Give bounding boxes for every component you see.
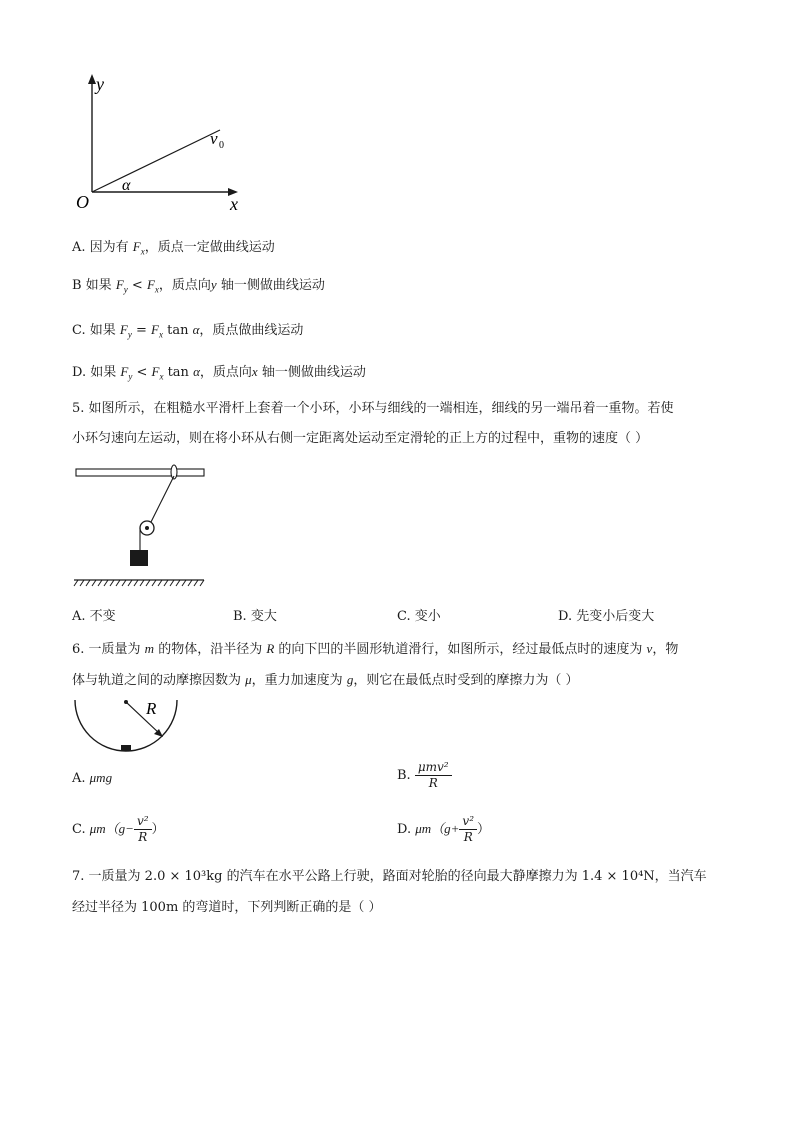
option-label: A. 因为有: [72, 240, 133, 255]
q5-stem-line1: 5. 如图所示，在粗糙水平滑杆上套着一个小环，小环与细线的一端相连，细线的另一端吊着一重物。若使: [72, 401, 674, 416]
force-symbol: F: [151, 322, 159, 337]
force-symbol: F: [132, 239, 141, 254]
option-text: 轴一侧做曲线运动: [257, 365, 366, 380]
operator: <: [127, 278, 147, 293]
option-text: ，质点向: [199, 365, 252, 380]
stem-text: ，物: [652, 642, 679, 657]
option-label: B.: [397, 768, 415, 783]
mass-symbol: m: [144, 641, 155, 656]
q7-stem-line1: 7. 一质量为 2.0 × 10³kg 的汽车在水平公路上行驶，路面对轮胎的径向最大静摩擦力为 1.4 × 10⁴N，当汽车: [72, 869, 707, 884]
slide-rod: [76, 469, 204, 476]
stem-text: ，重力加速度为: [251, 673, 347, 688]
force-subscript: x: [140, 246, 145, 257]
angle-symbol: α: [193, 364, 200, 379]
option-label: D.: [397, 822, 416, 837]
force-subscript: x: [158, 329, 163, 340]
velocity-label: v: [210, 129, 218, 148]
stem-text: 的向下凹的半圆形轨道滑行，如图所示，经过最低点时的速度为: [274, 642, 647, 657]
semicircle-track: [75, 700, 177, 751]
option-text: ，质点做曲线运动: [199, 323, 304, 338]
option-label: C. 如果: [72, 323, 120, 338]
stem-text: 体与轨道之间的动摩擦因数为: [72, 673, 246, 688]
pulley-figure: [70, 462, 210, 592]
q6-option-c[interactable]: [72, 814, 165, 845]
force-symbol: F: [115, 277, 124, 292]
x-axis-label: x: [230, 194, 238, 214]
operator: =: [131, 323, 152, 338]
q5-option-b[interactable]: B. 变大: [233, 609, 277, 624]
operator: <: [132, 365, 152, 380]
option-fraction: [415, 760, 452, 791]
q6-stem-line1: [72, 640, 678, 659]
option-label: A.: [72, 771, 90, 786]
force-subscript: y: [123, 284, 128, 295]
force-symbol: F: [120, 364, 129, 379]
axis-symbol: x: [251, 364, 258, 379]
q5-option-c[interactable]: C. 变小: [397, 609, 441, 624]
force-symbol: F: [151, 364, 160, 379]
pulley-axle: [145, 526, 149, 530]
q6-option-a[interactable]: [72, 769, 112, 788]
fraction-numerator: v²: [459, 814, 477, 830]
q4-option-c[interactable]: [72, 321, 303, 344]
y-axis-arrow: [88, 74, 96, 84]
q4-option-b[interactable]: [72, 276, 325, 299]
radius-symbol: R: [266, 641, 275, 656]
option-label: C.: [72, 822, 90, 837]
fraction-numerator: v²: [134, 814, 152, 830]
option-label: B 如果: [72, 278, 116, 293]
angle-label: α: [122, 177, 131, 194]
stem-text: 6. 一质量为: [72, 642, 145, 657]
stem-text: ，则它在最低点时受到的摩擦力为（ ）: [353, 673, 579, 688]
force-symbol: F: [146, 277, 155, 292]
option-formula: ）: [477, 822, 491, 837]
sliding-block: [121, 745, 131, 751]
velocity-axes-figure: [70, 70, 260, 220]
fraction-denominator: R: [138, 830, 148, 844]
ground-hatching: [74, 580, 204, 586]
q6-stem-line2: [72, 671, 578, 690]
option-formula: μmg: [89, 770, 113, 785]
option-fraction: [459, 814, 477, 845]
q4-option-d[interactable]: [72, 363, 366, 386]
option-text: ，质点向: [158, 278, 211, 293]
q5-stem-line2: 小环匀速向左运动，则在将小环从右侧一定距离处运动至定滑轮的正上方的过程中，重物的速度（ ）: [72, 431, 649, 446]
origin-label: O: [76, 192, 89, 212]
tan-function: tan: [163, 365, 194, 380]
option-formula: ）: [151, 822, 165, 837]
speed-symbol: v: [646, 641, 653, 656]
tan-function: tan: [162, 323, 193, 338]
force-subscript: x: [159, 371, 164, 382]
axis-symbol: y: [210, 277, 217, 292]
friction-coefficient-symbol: μ: [245, 672, 252, 687]
force-subscript: y: [128, 371, 133, 382]
fraction-denominator: R: [463, 830, 473, 844]
angle-symbol: α: [192, 322, 200, 337]
fraction-denominator: R: [428, 776, 438, 790]
q5-option-d[interactable]: D. 先变小后变大: [558, 609, 655, 624]
stem-text: 的物体，沿半径为: [154, 642, 267, 657]
option-text: 轴一侧做曲线运动: [216, 278, 325, 293]
inclined-string: [150, 476, 174, 524]
q4-option-a[interactable]: [72, 238, 275, 261]
q7-stem-line2: 经过半径为 100m 的弯道时，下列判断正确的是（ ）: [72, 900, 382, 915]
option-formula: μm（g+: [415, 821, 460, 836]
gravity-symbol: g: [346, 672, 354, 687]
force-symbol: F: [119, 322, 128, 337]
semicircle-track-figure: [70, 696, 182, 756]
velocity-subscript: 0: [219, 140, 224, 151]
option-formula: μm（g−: [89, 821, 134, 836]
force-subscript: x: [154, 284, 159, 295]
q6-option-b[interactable]: [397, 760, 452, 791]
option-text: ，质点一定做曲线运动: [144, 240, 275, 255]
hanging-weight: [130, 550, 148, 566]
q5-option-a[interactable]: A. 不变: [72, 609, 116, 624]
velocity-vector: [92, 130, 220, 192]
radius-label: R: [146, 699, 157, 718]
option-fraction: [134, 814, 152, 845]
fraction-numerator: μmv²: [415, 760, 452, 776]
option-label: D. 如果: [72, 365, 121, 380]
y-axis-label: y: [96, 74, 104, 94]
force-subscript: y: [127, 329, 132, 340]
q6-option-d[interactable]: [397, 814, 490, 845]
